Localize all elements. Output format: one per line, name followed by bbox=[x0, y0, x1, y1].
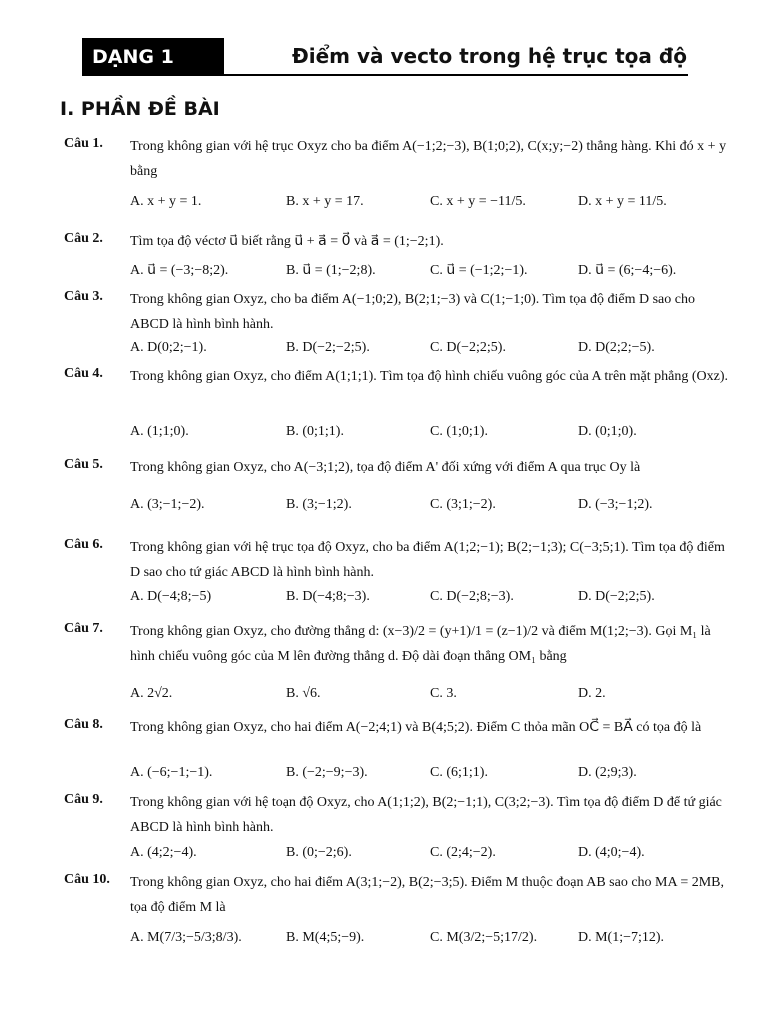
answer-option: C. (6;1;1). bbox=[430, 765, 488, 780]
answer-option: A. (1;1;0). bbox=[130, 424, 189, 439]
answer-option: D. D(−2;2;5). bbox=[578, 589, 655, 604]
answer-option: C. (3;1;−2). bbox=[430, 497, 496, 512]
question-number: Câu 6. bbox=[64, 537, 103, 552]
answer-option: B. (3;−1;2). bbox=[286, 497, 352, 512]
answer-option: D. M(1;−7;12). bbox=[578, 930, 665, 945]
answer-option: A. M(7/3;−5/3;8/3). bbox=[130, 930, 242, 945]
question-number: Câu 3. bbox=[64, 289, 103, 304]
question-number: Câu 9. bbox=[64, 792, 103, 807]
answer-option: C. 3. bbox=[430, 686, 457, 701]
answer-option: B. D(−4;8;−3). bbox=[286, 589, 370, 604]
answer-option: C. u⃗ = (−1;2;−1). bbox=[430, 263, 528, 278]
question-number: Câu 7. bbox=[64, 621, 103, 636]
header bbox=[82, 38, 688, 76]
header-title: Điểm và vecto trong hệ trục tọa độ bbox=[292, 44, 687, 68]
answer-option: B. D(−2;−2;5). bbox=[286, 340, 370, 355]
answer-option: D. (0;1;0). bbox=[578, 424, 637, 439]
answer-option: A. D(0;2;−1). bbox=[130, 340, 207, 355]
answer-option: D. (2;9;3). bbox=[578, 765, 637, 780]
answer-option: B. (−2;−9;−3). bbox=[286, 765, 368, 780]
answer-option: C. (2;4;−2). bbox=[430, 845, 496, 860]
header-rule bbox=[224, 74, 688, 76]
answer-option: A. D(−4;8;−5) bbox=[130, 589, 212, 604]
section-title: I. PHẦN ĐỀ BÀI bbox=[60, 98, 220, 120]
answer-option: B. x + y = 17. bbox=[286, 194, 364, 209]
answer-option: A. u⃗ = (−3;−8;2). bbox=[130, 263, 229, 278]
answer-option: C. D(−2;2;5). bbox=[430, 340, 506, 355]
question-text: Tìm tọa độ véctơ u⃗ biết rằng u⃗ + a⃗ = 0⃗ và a⃗ = (1;−2;1). bbox=[130, 234, 444, 249]
answer-option: A. (4;2;−4). bbox=[130, 845, 197, 860]
answer-option: C. D(−2;8;−3). bbox=[430, 589, 514, 604]
question-text: Trong không gian Oxyz, cho điểm A(1;1;1). Tìm tọa độ hình chiếu vuông góc của A trên mặt phẳng (Oxz). bbox=[130, 369, 729, 384]
question-text: Trong không gian Oxyz, cho hai điểm A(3;1;−2), B(2;−3;5). Điểm M thuộc đoạn AB sao cho MA = 2MB, tọa độ điểm M là bbox=[130, 875, 725, 915]
question-number: Câu 8. bbox=[64, 717, 103, 732]
answer-option: A. x + y = 1. bbox=[130, 194, 202, 209]
answer-option: D. 2. bbox=[578, 686, 606, 701]
answer-option: D. (4;0;−4). bbox=[578, 845, 645, 860]
answer-option: B. (0;−2;6). bbox=[286, 845, 352, 860]
answer-option: A. (3;−1;−2). bbox=[130, 497, 205, 512]
answer-option: D. D(2;2;−5). bbox=[578, 340, 655, 355]
question-number: Câu 1. bbox=[64, 136, 103, 151]
answer-option: D. (−3;−1;2). bbox=[578, 497, 653, 512]
question-number: Câu 10. bbox=[64, 872, 110, 887]
question-text: Trong không gian với hệ toạn độ Oxyz, cho A(1;1;2), B(2;−1;1), C(3;2;−3). Tìm tọa độ điểm D để tứ giác ABCD là hình bình hành. bbox=[130, 795, 722, 835]
question-number: Câu 2. bbox=[64, 231, 103, 246]
question-text: Trong không gian với hệ trục tọa độ Oxyz, cho ba điểm A(1;2;−1); B(2;−1;3); C(−3;5;1). Tìm tọa độ điểm D sao cho tứ giác ABCD là hình bình hành. bbox=[130, 540, 725, 580]
answer-option: B. u⃗ = (1;−2;8). bbox=[286, 263, 376, 278]
question-text: Trong không gian Oxyz, cho hai điểm A(−2;4;1) và B(4;5;2). Điểm C thỏa mãn OC⃗ = BA⃗ có tọa độ là bbox=[130, 720, 702, 735]
answer-option: B. √6. bbox=[286, 686, 321, 701]
question-text: Trong không gian với hệ trục Oxyz cho ba điểm A(−1;2;−3), B(1;0;2), C(x;y;−2) thẳng hàng. Khi đó x + y bằng bbox=[130, 139, 727, 179]
answer-option: D. u⃗ = (6;−4;−6). bbox=[578, 263, 677, 278]
question-number: Câu 4. bbox=[64, 366, 103, 381]
answer-option: A. 2√2. bbox=[130, 686, 173, 701]
question-text: Trong không gian Oxyz, cho A(−3;1;2), tọa độ điểm A' đối xứng với điểm A qua trục Oy là bbox=[130, 460, 641, 475]
question-number: Câu 5. bbox=[64, 457, 103, 472]
answer-option: B. (0;1;1). bbox=[286, 424, 344, 439]
answer-option: A. (−6;−1;−1). bbox=[130, 765, 213, 780]
question-text: Trong không gian Oxyz, cho ba điểm A(−1;0;2), B(2;1;−3) và C(1;−1;0). Tìm tọa độ điểm D sao cho ABCD là hình bình hành. bbox=[130, 292, 695, 332]
answer-option: D. x + y = 11/5. bbox=[578, 194, 667, 209]
answer-option: C. M(3/2;−5;17/2). bbox=[430, 930, 538, 945]
type-badge: DẠNG 1 bbox=[82, 38, 224, 76]
question-text: Trong không gian Oxyz, cho đường thẳng d: (x−3)/2 = (y+1)/1 = (z−1)/2 và điểm M(1;2;−3). Gọi M₁ là hình chiếu vuông góc của M lên đường thẳng d. Độ dài đoạn thẳng OM₁ bằng bbox=[130, 624, 711, 664]
answer-option: B. M(4;5;−9). bbox=[286, 930, 365, 945]
answer-option: C. x + y = −11/5. bbox=[430, 194, 526, 209]
answer-option: C. (1;0;1). bbox=[430, 424, 488, 439]
